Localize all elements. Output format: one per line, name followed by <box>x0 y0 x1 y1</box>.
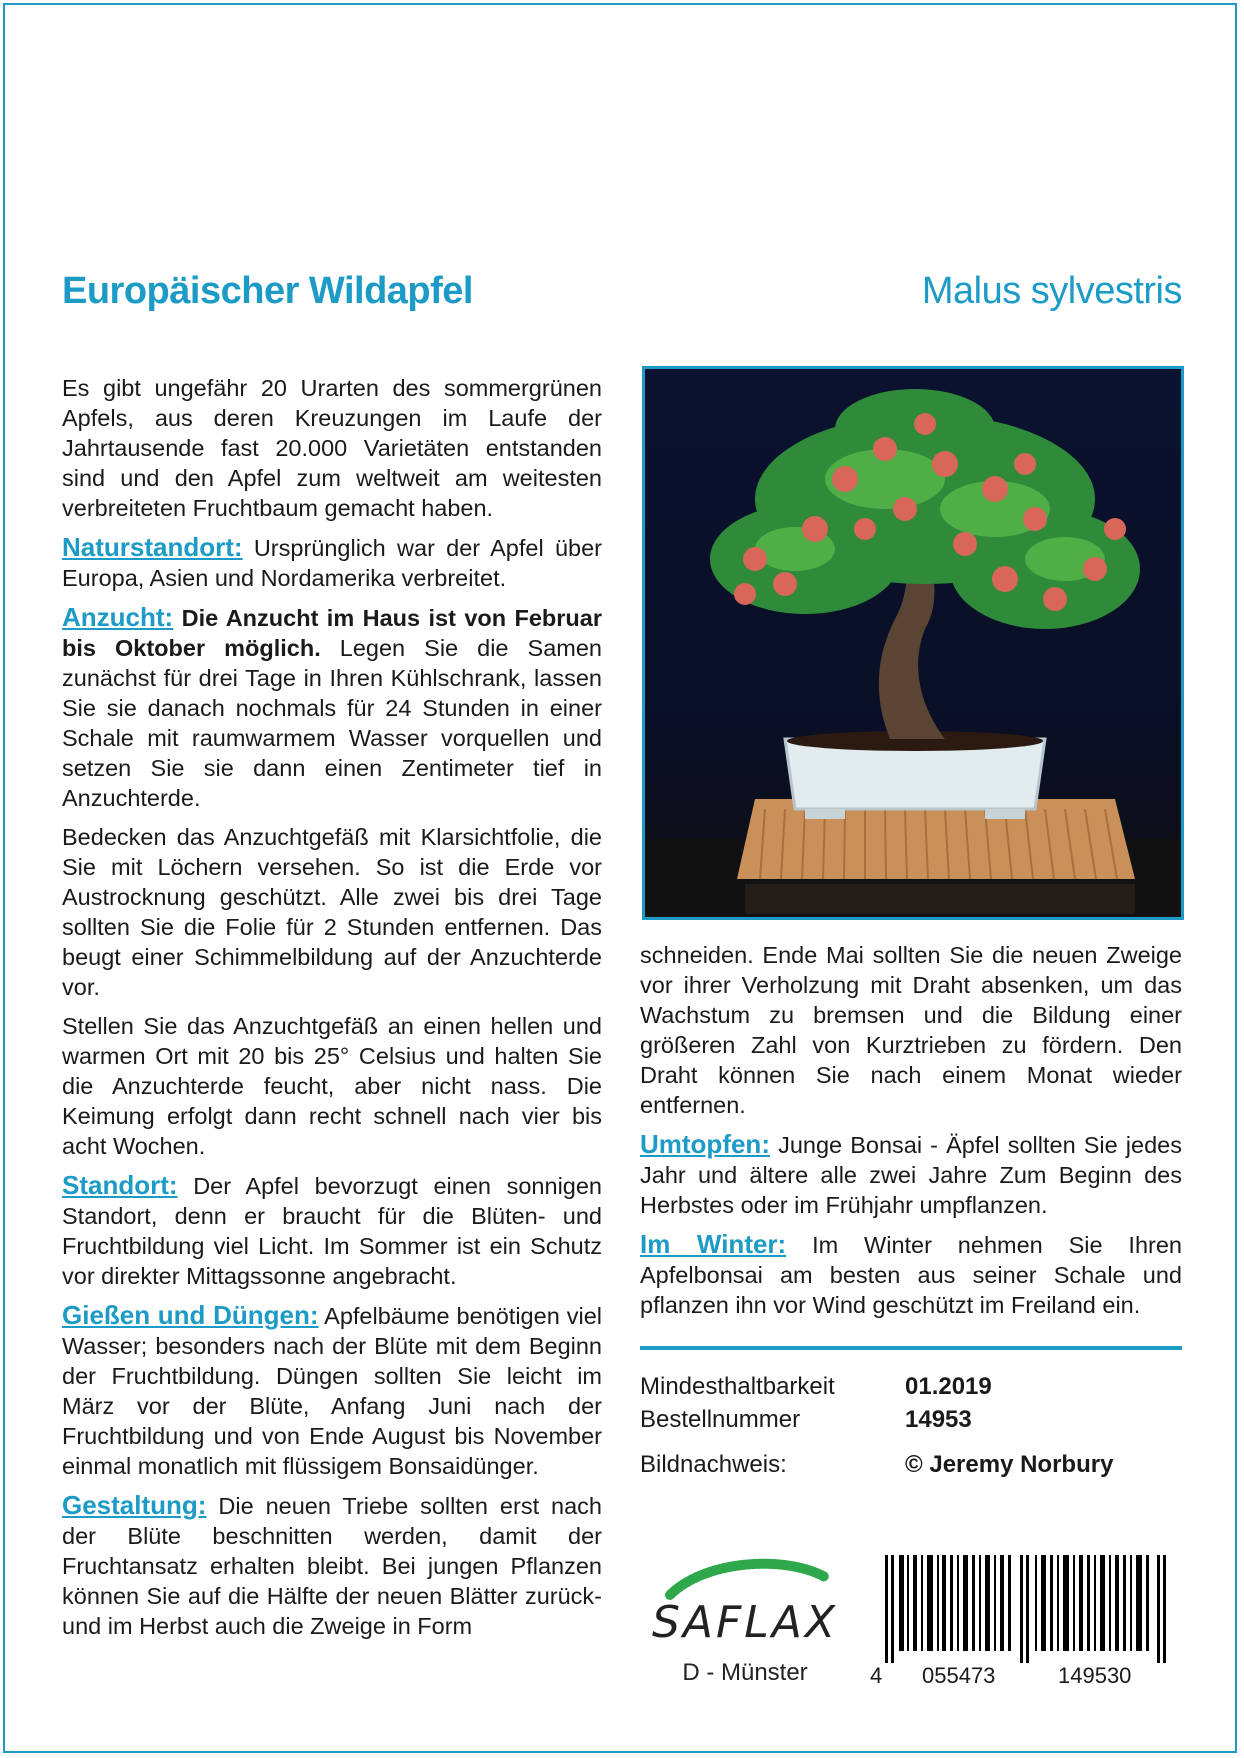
winter-paragraph <box>640 1229 1182 1320</box>
order-label: Bestellnummer <box>640 1406 801 1433</box>
giessen-heading: Gießen und Düngen: <box>62 1300 319 1330</box>
standort-heading: Standort: <box>62 1170 178 1200</box>
barcode <box>870 1555 1184 1700</box>
barcode-group-left: 055473 <box>922 1663 996 1688</box>
gestaltung-paragraph <box>62 1490 602 1641</box>
standort-text: Der Apfel bevorzugt einen sonnigen Standort, denn er braucht für die Blüten- und Fruchtbildung viel Licht. Im Sommer ist ein Schutz vor direkter Mittagssonne angebracht. <box>62 1173 602 1289</box>
anzucht-paragraph <box>62 602 602 813</box>
anzucht-heading: Anzucht: <box>62 602 174 632</box>
anzucht-bold-text: Die Anzucht im Haus ist von Februar bis Oktober möglich. <box>62 605 602 661</box>
mhd-label: Mindesthaltbarkeit <box>640 1373 835 1400</box>
umtopfen-heading: Umtopfen: <box>640 1129 770 1159</box>
naturstandort-text: Ursprünglich war der Apfel über Europa, Asien und Nordamerika verbreitet. <box>62 535 602 591</box>
order-row <box>640 1403 1182 1436</box>
intro-paragraph: Es gibt ungefähr 20 Urarten des sommergrünen Apfels, aus deren Kreuzungen im Laufe der Jahrtausende fast 20.000 Varietäten entstanden sind und den Apfel zum weltweit am weitesten verbreiteten Fruchtbaum gemacht haben. <box>62 375 602 521</box>
credit-row <box>640 1448 1182 1481</box>
umtopfen-paragraph <box>640 1129 1182 1220</box>
umtopfen-text: Junge Bonsai - Äpfel sollten Sie jedes Jahr und ältere alle zwei Jahre Zum Beginn des Herbstes oder im Frühjahr umpflanzen. <box>640 1132 1182 1218</box>
saflax-logo <box>645 1555 845 1690</box>
gestaltung-continued: schneiden. Ende Mai sollten Sie die neuen Zweige vor ihrer Verholzung mit Draht absenken, um das Wachstum zu bremsen und die Bildung einer größeren Zahl von Kurztrieben zu fördern. Den Draht können Sie nach einem Monat wieder entfernen. <box>640 942 1182 1118</box>
barcode-group-right: 149530 <box>1058 1663 1132 1688</box>
barcode-bars <box>875 1555 1180 1663</box>
gestaltung-heading: Gestaltung: <box>62 1490 207 1520</box>
product-info <box>640 1370 1182 1481</box>
giessen-paragraph <box>62 1300 602 1481</box>
common-name-title: Europäischer Wildapfel <box>62 270 473 312</box>
credit-value: © Jeremy Norbury <box>905 1451 1114 1478</box>
right-text-column <box>640 940 1182 1329</box>
anzucht-text: Legen Sie die Samen zunächst für drei Tage in Ihren Kühlschrank, lassen Sie sie danach nochmals für 24 Stunden in einer Schale mit raumwarmem Wasser vorquellen und setzen Sie sie dann einen Zentimeter tief in Anzuchterde. <box>62 635 602 811</box>
naturstandort-paragraph <box>62 532 602 593</box>
giessen-text: Apfelbäume benötigen viel Wasser; besonders nach der Blüte mit dem Beginn der Fruchtbildung. Düngen sollten Sie leicht im März vor der Blüte, Anfang Juni nach der Fruchtbildung und von Ende August bis November einmal monatlich mit flüssigem Bonsaidünger. <box>62 1303 602 1479</box>
mhd-value: 01.2019 <box>905 1373 992 1400</box>
gestaltung-text: Die neuen Triebe sollten erst nach der Blüte beschnitten werden, damit der Fruchtansatz erhalten bleibt. Bei jungen Pflanzen können Sie auf die Hälfte der neuen Blätter zurück- und im Herbst auch die Zweige in Form <box>62 1493 602 1639</box>
order-value: 14953 <box>905 1406 972 1433</box>
mhd-row <box>640 1370 1182 1403</box>
info-divider <box>640 1346 1182 1350</box>
credit-label: Bildnachweis: <box>640 1451 787 1478</box>
barcode-digit-first: 4 <box>870 1663 883 1688</box>
left-text-column <box>62 373 602 1650</box>
naturstandort-heading: Naturstandort: <box>62 532 243 562</box>
apple-bonsai-image <box>645 369 1181 917</box>
bonsai-photo <box>642 366 1184 920</box>
logo-city: D - Münster <box>682 1659 808 1686</box>
latin-name-title: Malus sylvestris <box>921 270 1182 312</box>
anzucht-paragraph-2: Bedecken das Anzuchtgefäß mit Klarsichtfolie, die Sie mit Löchern versehen. So ist die Erde vor Austrocknung geschützt. Alle zwei bis drei Tage sollten Sie die Folie für 2 Stunden entfernen. Das beugt einer Schimmelbildung auf der Anzuchterde vor. <box>62 824 602 1000</box>
winter-text: Im Winter nehmen Sie Ihren Apfelbonsai am besten aus seiner Schale und pflanzen ihn vor Wind geschützt im Freiland ein. <box>640 1232 1182 1318</box>
logo-brand: SAFLAX <box>651 1597 839 1648</box>
anzucht-paragraph-3: Stellen Sie das Anzuchtgefäß an einen hellen und warmen Ort mit 20 bis 25° Celsius und halten Sie die Anzuchterde feucht, aber nicht nass. Die Keimung erfolgt dann recht schnell nach vier bis acht Wochen. <box>62 1013 602 1159</box>
standort-paragraph <box>62 1170 602 1291</box>
winter-heading: Im Winter: <box>640 1229 787 1259</box>
